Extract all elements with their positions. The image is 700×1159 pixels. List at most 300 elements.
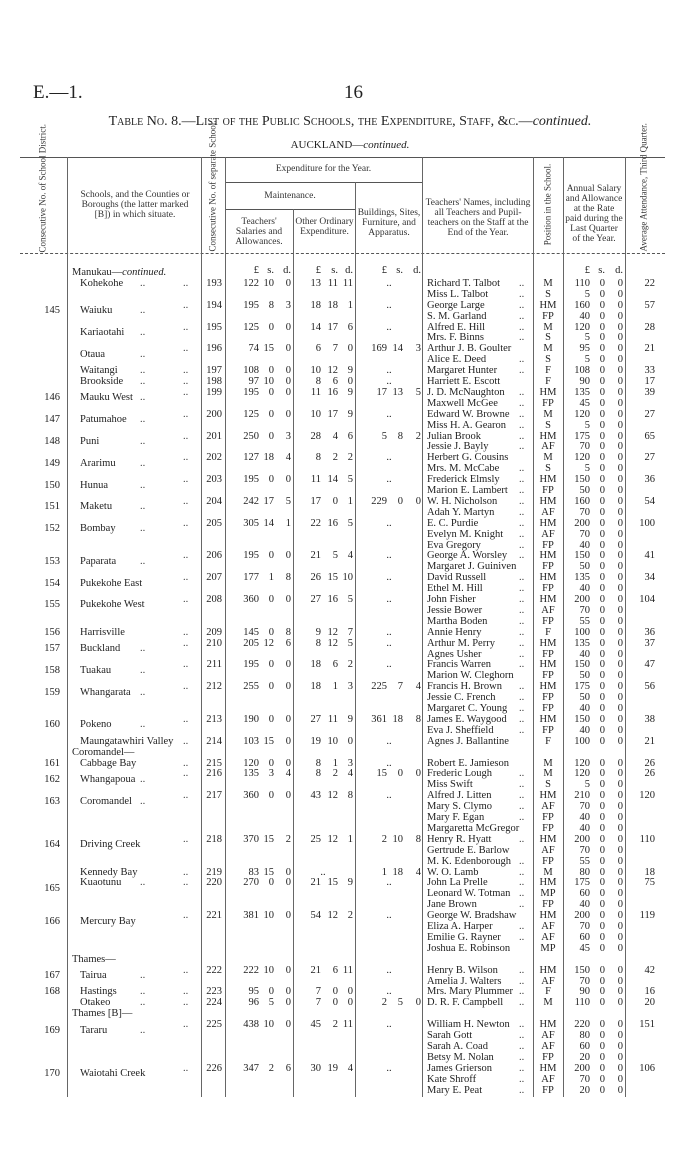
table-title-text: Table No. 8.—List of the Public Schools, the Expenditure, Staff, &c.—	[108, 114, 533, 129]
salaries-pounds: 195	[243, 550, 259, 562]
salaries-shillings: 15	[263, 833, 274, 845]
annual-salary-pounds: 20	[579, 1084, 590, 1096]
annual-salary-pounds: 70	[579, 801, 590, 813]
school-number: 209	[206, 626, 222, 638]
annual-salary-pounds: 150	[574, 964, 590, 976]
annual-salary-shillings: 0	[599, 376, 605, 387]
school-name: Maungatawhiri Valley	[80, 735, 174, 747]
teacher-name: Margaretta McGregor	[427, 822, 520, 834]
average-attendance: 26	[644, 768, 655, 780]
other-expenditure-shillings: 7	[332, 343, 338, 355]
annual-salary-pence: 0	[617, 713, 623, 725]
column-rule	[225, 157, 226, 1097]
salaries-pounds: 195	[243, 299, 259, 311]
annual-salary-pounds: 20	[579, 1051, 590, 1063]
header-expenditure: Expenditure for the Year.	[275, 164, 372, 174]
other-expenditure-pounds: 18	[310, 299, 321, 311]
teacher-position: AF	[541, 604, 555, 616]
leader-dots: ..	[519, 386, 525, 398]
teacher-position: AF	[541, 975, 555, 987]
annual-salary-pence: 0	[617, 277, 623, 289]
teacher-name: William H. Newton	[427, 1019, 510, 1031]
salaries-pounds: 195	[243, 659, 259, 671]
salaries-pounds: 360	[243, 790, 259, 802]
salaries-pounds: 125	[243, 321, 259, 333]
annual-salary-pounds: 40	[579, 648, 590, 660]
other-expenditure-pence: 5	[347, 474, 353, 486]
teacher-name: Sarah Gott	[427, 1030, 473, 1041]
annual-salary-shillings: 0	[599, 1040, 605, 1052]
leader-dots: ..	[519, 397, 525, 409]
buildings-none: ..	[386, 277, 392, 289]
average-attendance: 33	[644, 365, 655, 377]
leader-dots: ..	[183, 365, 189, 377]
annual-salary-pence: 0	[617, 408, 623, 420]
leader-dots: ..	[519, 692, 525, 704]
annual-salary-pounds: 5	[584, 419, 590, 431]
annual-salary-shillings: 0	[599, 550, 605, 562]
annual-salary-shillings: 0	[599, 1062, 605, 1074]
teacher-name: D. R. F. Campbell	[427, 997, 504, 1009]
annual-salary-pounds: 45	[579, 942, 590, 954]
teacher-position: AF	[541, 801, 555, 813]
leader-dots: ..	[519, 724, 525, 736]
annual-salary-pounds: 80	[579, 866, 590, 878]
annual-salary-pence: 0	[617, 670, 623, 682]
other-expenditure-pounds: 27	[310, 594, 321, 605]
salaries-pounds: 195	[243, 474, 259, 486]
average-attendance: 27	[644, 408, 655, 420]
annual-salary-shillings: 0	[599, 942, 605, 954]
other-expenditure-pounds: 27	[310, 713, 321, 725]
other-expenditure-pounds: 9	[315, 626, 321, 638]
annual-salary-pounds: 50	[579, 692, 590, 704]
money-unit-annual: £	[584, 265, 590, 276]
annual-salary-pence: 0	[617, 659, 623, 671]
annual-salary-shillings: 0	[599, 386, 605, 398]
document-reference: E.—1.	[33, 82, 83, 103]
annual-salary-pounds: 70	[579, 844, 590, 856]
buildings-pounds: 5	[381, 430, 387, 442]
other-expenditure-shillings: 12	[327, 626, 338, 638]
leader-dots: ..	[183, 495, 189, 507]
district-number: 158	[44, 664, 60, 676]
teacher-position: FP	[542, 855, 554, 867]
column-rule	[293, 209, 294, 1097]
average-attendance: 36	[644, 474, 655, 486]
leader-dots: ..	[519, 288, 525, 300]
leader-dots: ..	[519, 528, 525, 540]
teacher-name: W. O. Lamb	[427, 866, 479, 878]
annual-salary-pounds: 5	[584, 354, 590, 366]
group-heading-continued: continued.	[122, 267, 167, 278]
teacher-position: FP	[542, 485, 554, 496]
annual-salary-shillings: 0	[599, 288, 605, 300]
leader-dots: ..	[519, 637, 525, 649]
school-name: Whangapoua	[80, 773, 136, 785]
annual-salary-shillings: 0	[599, 277, 605, 289]
teacher-name: Mrs. M. McCabe	[427, 463, 500, 475]
annual-salary-pence: 0	[617, 321, 623, 333]
annual-salary-pounds: 150	[574, 474, 590, 486]
annual-salary-shillings: 0	[599, 572, 605, 584]
leader-dots: ..	[519, 365, 525, 377]
buildings-pounds: 229	[371, 495, 387, 507]
other-expenditure-shillings: 12	[327, 910, 338, 922]
annual-salary-shillings: 0	[599, 681, 605, 693]
annual-salary-pounds: 60	[579, 931, 590, 943]
other-expenditure-none: ..	[320, 866, 326, 878]
annual-salary-shillings: 0	[599, 997, 605, 1009]
leader-dots: ..	[140, 664, 146, 676]
annual-salary-shillings: 0	[599, 321, 605, 333]
group-heading: Thames [B]—	[72, 1008, 133, 1020]
district-number: 169	[44, 1024, 60, 1036]
district-number: 167	[44, 970, 60, 982]
district-number: 168	[44, 986, 60, 998]
annual-salary-shillings: 0	[599, 452, 605, 464]
annual-salary-pounds: 40	[579, 703, 590, 714]
district-number: 162	[44, 773, 60, 785]
other-expenditure-shillings: 2	[332, 452, 338, 464]
leader-dots: ..	[519, 681, 525, 693]
teacher-name: Annie Henry	[427, 626, 482, 638]
other-expenditure-shillings: 12	[327, 790, 338, 802]
teacher-position: AF	[541, 1073, 555, 1085]
school-number: 222	[206, 964, 222, 976]
other-expenditure-shillings: 0	[332, 997, 338, 1009]
other-expenditure-pounds: 19	[310, 735, 321, 747]
buildings-none: ..	[386, 1062, 392, 1074]
leader-dots: ..	[183, 681, 189, 693]
salaries-shillings: 10	[263, 910, 274, 922]
average-attendance: 21	[644, 343, 655, 355]
teacher-name: Richard T. Talbot	[427, 277, 501, 289]
average-attendance: 120	[639, 790, 655, 802]
school-number: 225	[206, 1019, 222, 1031]
other-expenditure-pounds: 7	[315, 986, 321, 998]
other-expenditure-shillings: 1	[332, 681, 338, 693]
teacher-position: HM	[539, 833, 557, 845]
teacher-name: Adah Y. Martyn	[427, 506, 495, 518]
teacher-position: FP	[542, 692, 554, 704]
leader-dots: ..	[519, 550, 525, 562]
leader-dots: ..	[519, 626, 525, 638]
district-number: 152	[44, 523, 60, 535]
annual-salary-pence: 0	[617, 495, 623, 507]
annual-salary-shillings: 0	[599, 779, 605, 791]
average-attendance: 119	[639, 910, 655, 922]
buildings-pence: 3	[415, 343, 421, 355]
header-buildings: Buildings, Sites, Furniture, and Apparatus.	[357, 208, 421, 238]
school-name: Kennedy Bay	[80, 866, 138, 878]
annual-salary-pounds: 175	[574, 430, 590, 442]
header-bottom-rule	[20, 253, 665, 254]
annual-salary-pence: 0	[617, 1062, 623, 1074]
other-expenditure-pence: 11	[342, 277, 353, 289]
annual-salary-pounds: 50	[579, 485, 590, 496]
teacher-position: HM	[539, 430, 557, 442]
teacher-position: M	[543, 866, 553, 878]
salaries-pounds: 255	[243, 681, 259, 693]
other-expenditure-pounds: 18	[310, 681, 321, 693]
annual-salary-shillings: 0	[599, 833, 605, 845]
annual-salary-shillings: 0	[599, 866, 605, 878]
teacher-position: HM	[539, 495, 557, 507]
other-expenditure-pence: 9	[347, 365, 353, 377]
leader-dots: ..	[519, 986, 525, 998]
leader-dots: ..	[183, 321, 189, 333]
annual-salary-pence: 0	[617, 288, 623, 300]
teacher-name: Mary E. Peat	[427, 1084, 483, 1096]
annual-salary-pence: 0	[617, 921, 623, 932]
average-attendance: 38	[644, 713, 655, 725]
salaries-pounds: 177	[243, 572, 259, 584]
annual-salary-pounds: 175	[574, 877, 590, 889]
school-name: Pokeno	[80, 719, 112, 731]
other-expenditure-shillings: 17	[327, 321, 338, 333]
school-number: 221	[206, 910, 222, 922]
other-expenditure-pounds: 7	[315, 997, 321, 1009]
other-expenditure-shillings: 1	[332, 757, 338, 769]
annual-salary-shillings: 0	[599, 615, 605, 627]
average-attendance: 47	[644, 659, 655, 671]
buildings-none: ..	[386, 877, 392, 889]
annual-salary-pounds: 160	[574, 299, 590, 311]
annual-salary-pence: 0	[617, 1040, 623, 1052]
annual-salary-shillings: 0	[599, 419, 605, 431]
annual-salary-shillings: 0	[599, 310, 605, 322]
header-district-no: Consecutive No. of School District.	[37, 124, 48, 253]
leader-dots: ..	[519, 888, 525, 900]
teacher-position: M	[543, 452, 553, 464]
salaries-pence: 0	[285, 386, 291, 398]
annual-salary-pence: 0	[617, 517, 623, 529]
teacher-position: HM	[539, 910, 557, 922]
annual-salary-pounds: 45	[579, 397, 590, 409]
annual-salary-pence: 0	[617, 615, 623, 627]
buildings-none: ..	[386, 964, 392, 976]
leader-dots: ..	[140, 970, 146, 982]
annual-salary-pence: 0	[617, 474, 623, 486]
school-name: Tairua	[80, 970, 107, 982]
salaries-shillings: 0	[268, 365, 274, 377]
teacher-name: Miss Swift	[427, 779, 473, 791]
leader-dots: ..	[183, 594, 189, 605]
salaries-pounds: 242	[243, 495, 259, 507]
leader-dots: ..	[519, 931, 525, 943]
annual-salary-pounds: 40	[579, 724, 590, 736]
teacher-name: Harriett E. Escott	[427, 376, 501, 387]
annual-salary-pence: 0	[617, 430, 623, 442]
money-unit-annual: s.	[598, 265, 605, 276]
other-expenditure-shillings: 16	[327, 517, 338, 529]
buildings-none: ..	[386, 626, 392, 638]
district-number: 149	[44, 457, 60, 469]
teacher-position: S	[545, 354, 551, 366]
buildings-none: ..	[386, 365, 392, 377]
teacher-name: Jane Brown	[427, 899, 477, 911]
teacher-position: M	[543, 277, 553, 289]
average-attendance: 110	[639, 833, 655, 845]
school-number: 197	[206, 365, 222, 377]
school-name: Kohekohe	[80, 277, 124, 289]
annual-salary-pence: 0	[617, 910, 623, 922]
header-annual-salary: Annual Salary and Allowance at the Rate paid during the Last Quarter of the Year.	[565, 184, 623, 244]
column-rule	[563, 157, 564, 1097]
teacher-name: Alfred E. Hill	[427, 321, 486, 333]
annual-salary-pounds: 40	[579, 583, 590, 595]
school-name: Mercury Bay	[80, 915, 136, 927]
teacher-name: Leonard W. Totman	[427, 888, 511, 900]
annual-salary-pounds: 150	[574, 713, 590, 725]
teacher-position: AF	[541, 441, 555, 453]
salaries-pence: 0	[285, 713, 291, 725]
other-expenditure-pence: 9	[347, 386, 353, 398]
annual-salary-pounds: 200	[574, 1062, 590, 1074]
district-number: 148	[44, 435, 60, 447]
school-name: Tararu	[80, 1024, 108, 1036]
annual-salary-pounds: 50	[579, 561, 590, 573]
teacher-name: John Fisher	[427, 594, 476, 605]
salaries-pence: 0	[285, 343, 291, 355]
leader-dots: ..	[519, 572, 525, 584]
annual-salary-shillings: 0	[599, 1019, 605, 1031]
school-name: Maketu	[80, 501, 113, 513]
other-expenditure-shillings: 11	[327, 277, 338, 289]
school-number: 207	[206, 572, 222, 584]
salaries-shillings: 15	[263, 343, 274, 355]
district-number: 151	[44, 501, 60, 513]
annual-salary-pounds: 200	[574, 833, 590, 845]
salaries-pence: 0	[285, 986, 291, 998]
annual-salary-pounds: 60	[579, 888, 590, 900]
school-name: Ararimu	[80, 457, 116, 469]
annual-salary-shillings: 0	[599, 495, 605, 507]
salaries-shillings: 0	[268, 877, 274, 889]
other-expenditure-pence: 10	[342, 572, 353, 584]
annual-salary-pounds: 210	[574, 790, 590, 802]
leader-dots: ..	[519, 1084, 525, 1096]
salaries-pounds: 74	[248, 343, 259, 355]
salaries-shillings: 0	[268, 757, 274, 769]
annual-salary-pence: 0	[617, 572, 623, 584]
annual-salary-shillings: 0	[599, 931, 605, 943]
leader-dots: ..	[140, 435, 146, 447]
leader-dots: ..	[140, 348, 146, 360]
buildings-pounds: 17	[376, 386, 387, 398]
annual-salary-pence: 0	[617, 790, 623, 802]
salaries-pence: 0	[285, 997, 291, 1009]
salaries-pence: 8	[285, 626, 291, 638]
leader-dots: ..	[140, 643, 146, 655]
buildings-none: ..	[386, 452, 392, 464]
salaries-pounds: 103	[243, 735, 259, 747]
salaries-shillings: 5	[268, 997, 274, 1009]
other-expenditure-pence: 0	[347, 997, 353, 1009]
other-expenditure-shillings: 6	[332, 659, 338, 671]
other-expenditure-pence: 5	[347, 517, 353, 529]
salaries-pence: 4	[285, 452, 291, 464]
leader-dots: ..	[183, 713, 189, 725]
teacher-name: Amelia J. Walters	[427, 975, 502, 987]
leader-dots: ..	[519, 659, 525, 671]
buildings-pence: 5	[415, 386, 421, 398]
teacher-name: James E. Waygood	[427, 713, 507, 725]
school-number: 224	[206, 997, 222, 1009]
annual-salary-pounds: 5	[584, 288, 590, 300]
other-expenditure-pounds: 54	[310, 910, 321, 922]
annual-salary-pence: 0	[617, 539, 623, 551]
other-expenditure-shillings: 15	[327, 572, 338, 584]
school-number: 210	[206, 637, 222, 649]
annual-salary-pence: 0	[617, 583, 623, 595]
leader-dots: ..	[183, 768, 189, 780]
leader-dots: ..	[140, 365, 146, 377]
header-attendance: Average Attendance, Third Quarter.	[638, 123, 649, 252]
leader-dots: ..	[140, 392, 146, 404]
teacher-name: Henry B. Wilson	[427, 964, 498, 976]
teacher-name: Francis H. Brown	[427, 681, 502, 693]
buildings-pence: 8	[415, 713, 421, 725]
annual-salary-pence: 0	[617, 735, 623, 747]
teacher-position: HM	[539, 637, 557, 649]
annual-salary-shillings: 0	[599, 397, 605, 409]
buildings-shillings: 13	[392, 386, 403, 398]
annual-salary-shillings: 0	[599, 299, 605, 311]
annual-salary-pounds: 55	[579, 855, 590, 867]
school-name: Puni	[80, 435, 100, 447]
buildings-pounds: 2	[381, 833, 387, 845]
leader-dots: ..	[140, 986, 146, 998]
average-attendance: 26	[644, 757, 655, 769]
annual-salary-pounds: 120	[574, 757, 590, 769]
teacher-position: HM	[539, 713, 557, 725]
annual-salary-pence: 0	[617, 419, 623, 431]
teacher-position: S	[545, 288, 551, 300]
leader-dots: ..	[519, 604, 525, 616]
school-number: 218	[206, 833, 222, 845]
annual-salary-pounds: 100	[574, 626, 590, 638]
salaries-shillings: 0	[268, 430, 274, 442]
average-attendance: 56	[644, 681, 655, 693]
school-name: Whangarata	[80, 686, 131, 698]
annual-salary-pence: 0	[617, 550, 623, 562]
buildings-pence: 0	[415, 495, 421, 507]
teacher-position: S	[545, 419, 551, 431]
leader-dots: ..	[519, 790, 525, 802]
annual-salary-shillings: 0	[599, 528, 605, 540]
annual-salary-pence: 0	[617, 376, 623, 387]
leader-dots: ..	[183, 550, 189, 562]
other-expenditure-pence: 4	[347, 1062, 353, 1074]
buildings-pence: 2	[415, 430, 421, 442]
buildings-none: ..	[386, 517, 392, 529]
salaries-pence: 0	[285, 408, 291, 420]
school-name: Waitangi	[80, 365, 118, 377]
teacher-name: Mrs. F. Binns	[427, 332, 484, 344]
header-maintenance: Maintenance.	[264, 191, 316, 201]
teacher-name: Agnes Usher	[427, 648, 482, 660]
salaries-shillings: 0	[268, 550, 274, 562]
annual-salary-pence: 0	[617, 703, 623, 714]
annual-salary-pounds: 70	[579, 921, 590, 932]
teacher-name: W. H. Nicholson	[427, 495, 498, 507]
salaries-shillings: 0	[268, 321, 274, 333]
district-number: 157	[44, 643, 60, 655]
leader-dots: ..	[519, 299, 525, 311]
leader-dots: ..	[519, 964, 525, 976]
